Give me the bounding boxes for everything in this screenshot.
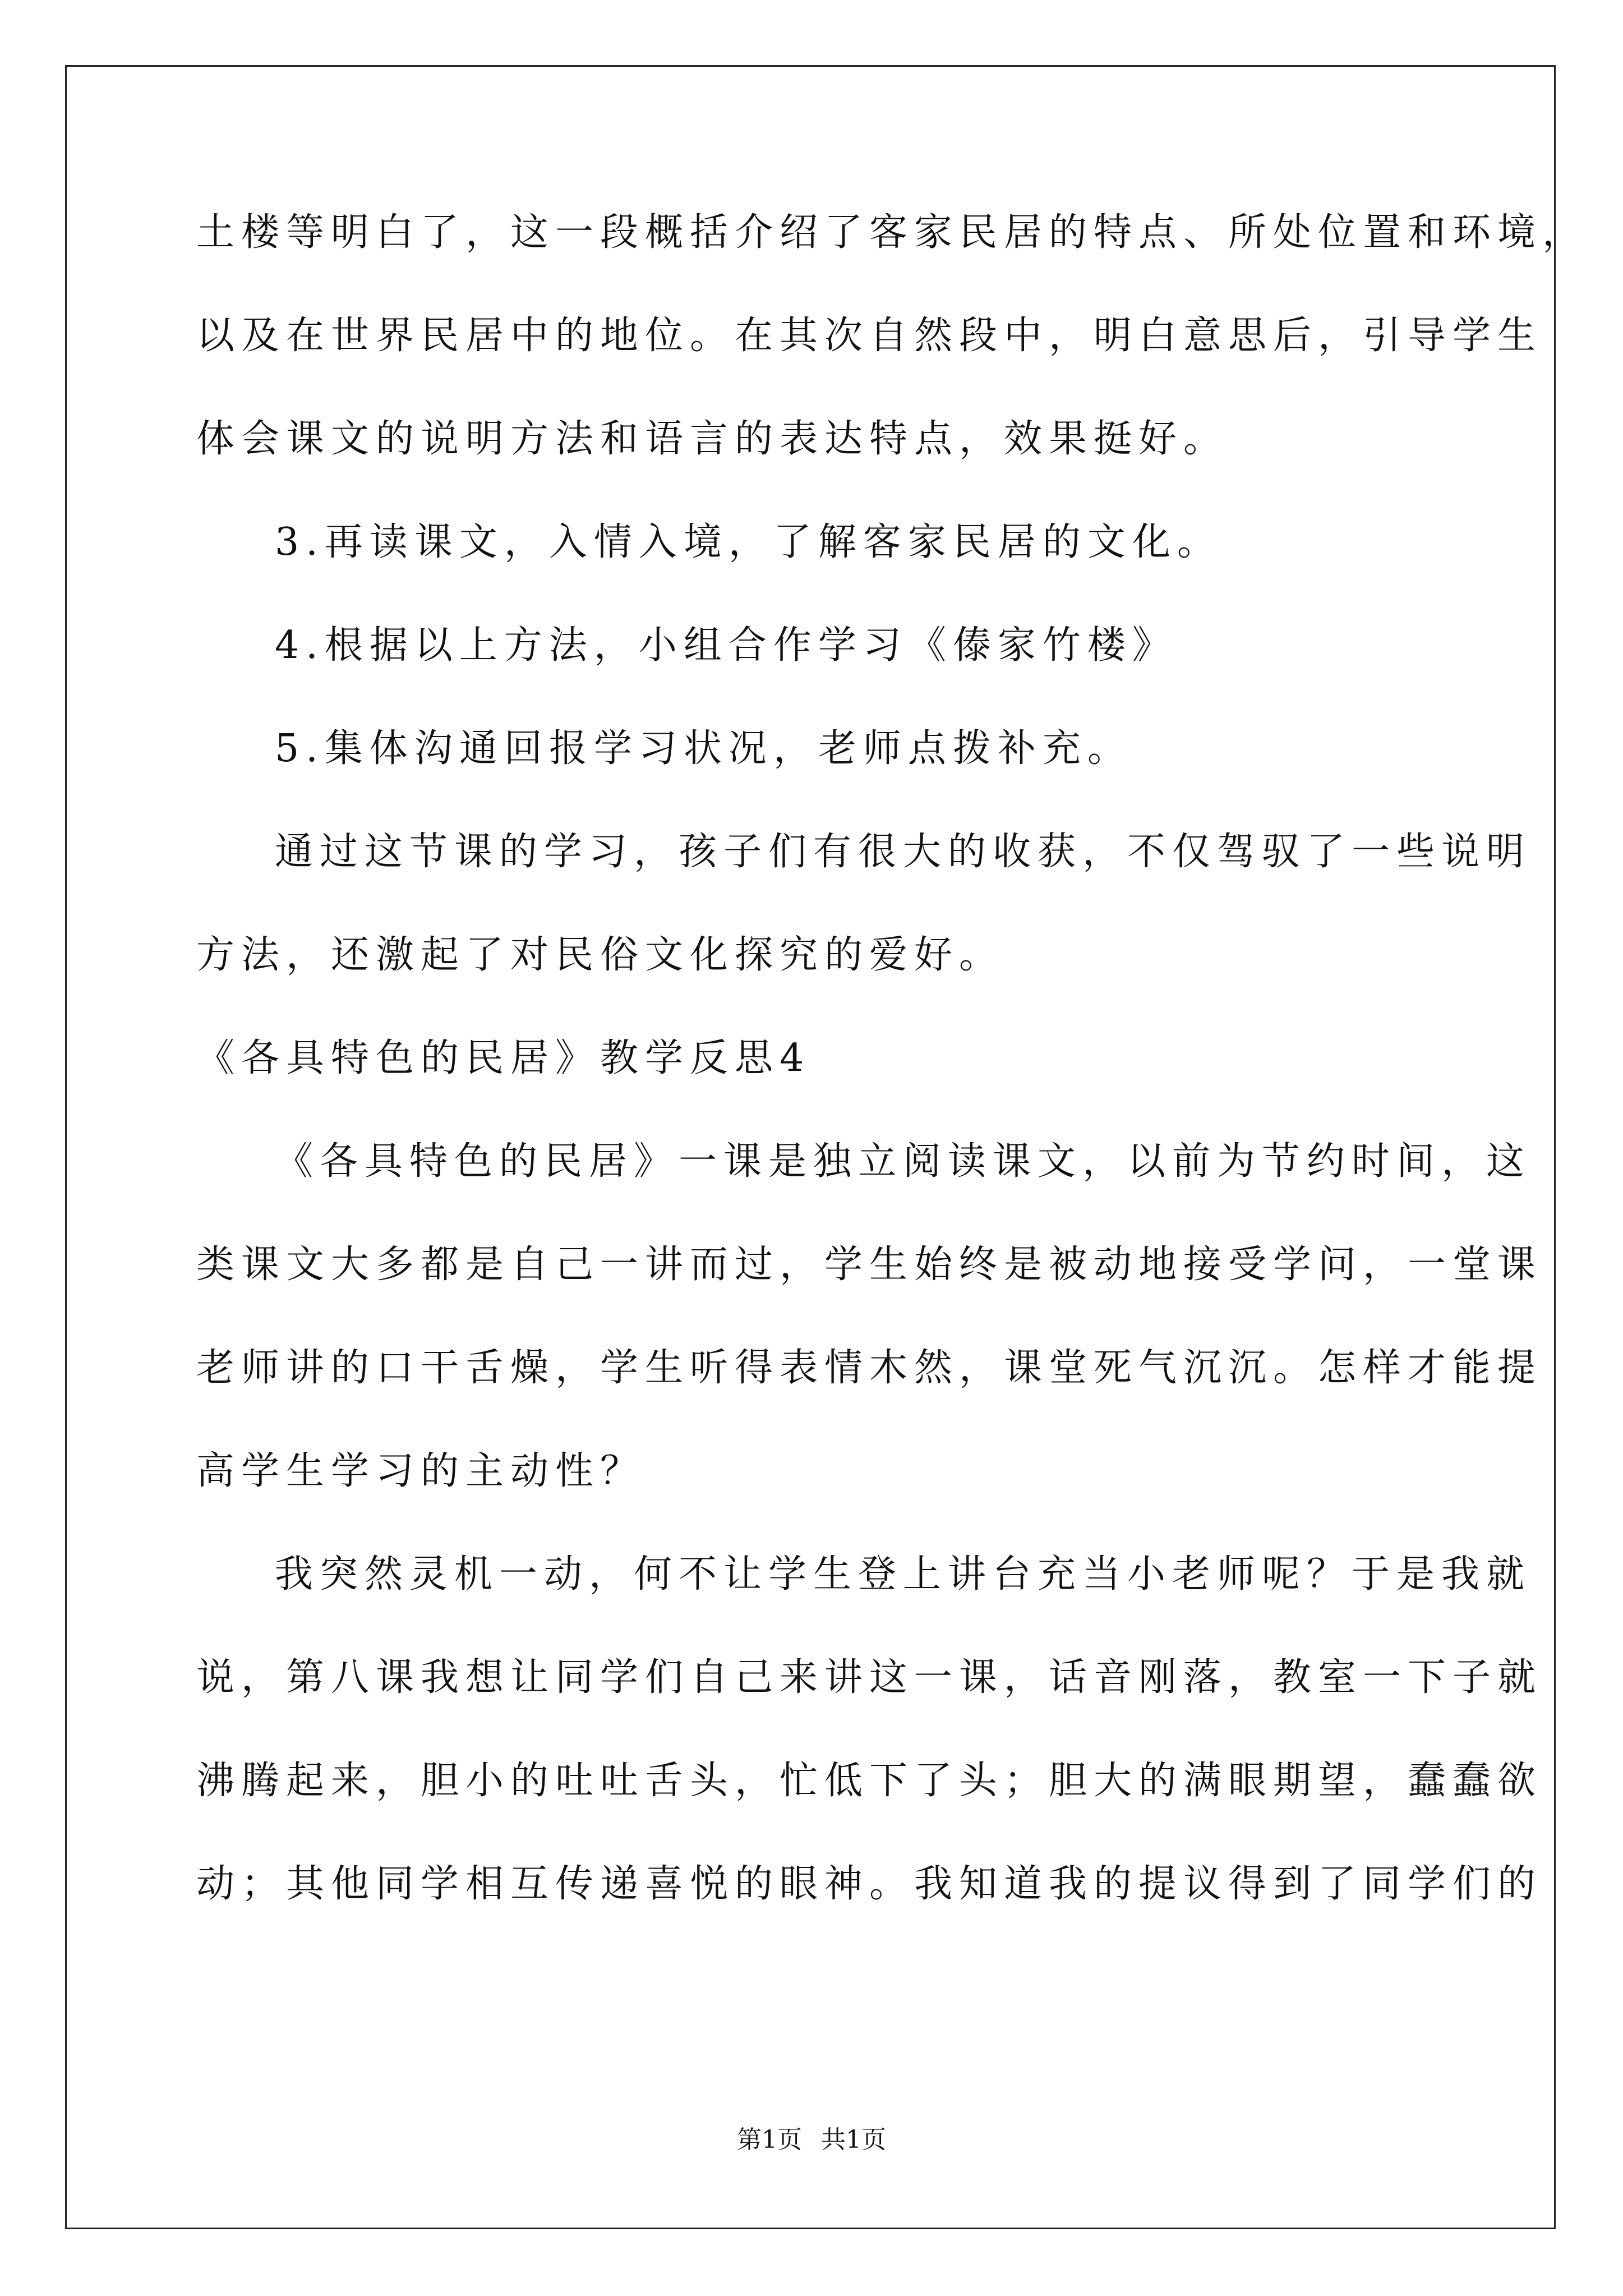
paragraph-line: 体会课文的说明方法和语言的表达特点，效果挺好。 bbox=[196, 417, 1229, 461]
paragraph-line: 说，第八课我想让同学们自己来讲这一课，话音刚落，教室一下子就 bbox=[196, 1655, 1543, 1700]
paragraph-line: 土楼等明白了，这一段概括介绍了客家民居的特点、所处位置和环境， bbox=[196, 210, 1588, 255]
paragraph-line: 《各具特色的民居》一课是独立阅读课文，以前为节约时间，这 bbox=[275, 1139, 1532, 1184]
page-total: 共1页 bbox=[821, 2125, 886, 2154]
list-item: 3.再读课文，入情入境，了解客家民居的文化。 bbox=[275, 520, 1222, 564]
page-footer bbox=[0, 2123, 1623, 2157]
paragraph-line: 沸腾起来，胆小的吐吐舌头，忙低下了头；胆大的满眼期望，蠢蠢欲 bbox=[196, 1759, 1543, 1803]
paragraph-line: 类课文大多都是自己一讲而过，学生始终是被动地接受学问，一堂课 bbox=[196, 1243, 1543, 1287]
list-item: 5.集体沟通回报学习状况，老师点拨补充。 bbox=[275, 726, 1132, 771]
paragraph-line: 通过这节课的学习，孩子们有很大的收获，不仅驾驭了一些说明 bbox=[275, 830, 1532, 874]
section-heading: 《各具特色的民居》教学反思4 bbox=[196, 1036, 811, 1080]
paragraph-line: 以及在世界民居中的地位。在其次自然段中，明白意思后，引导学生 bbox=[196, 314, 1543, 358]
paragraph-line: 老师讲的口干舌燥，学生听得表情木然，课堂死气沉沉。怎样才能提 bbox=[196, 1346, 1543, 1390]
paragraph-line: 动；其他同学相互传递喜悦的眼神。我知道我的提议得到了同学们的 bbox=[196, 1862, 1543, 1906]
paragraph-line: 我突然灵机一动，何不让学生登上讲台充当小老师呢？于是我就 bbox=[275, 1552, 1532, 1596]
list-item: 4.根据以上方法，小组合作学习《傣家竹楼》 bbox=[275, 623, 1177, 668]
paragraph-line: 高学生学习的主动性？ bbox=[196, 1449, 645, 1493]
paragraph-line: 方法，还激起了对民俗文化探究的爱好。 bbox=[196, 933, 1004, 977]
page-number: 第1页 bbox=[737, 2125, 802, 2154]
